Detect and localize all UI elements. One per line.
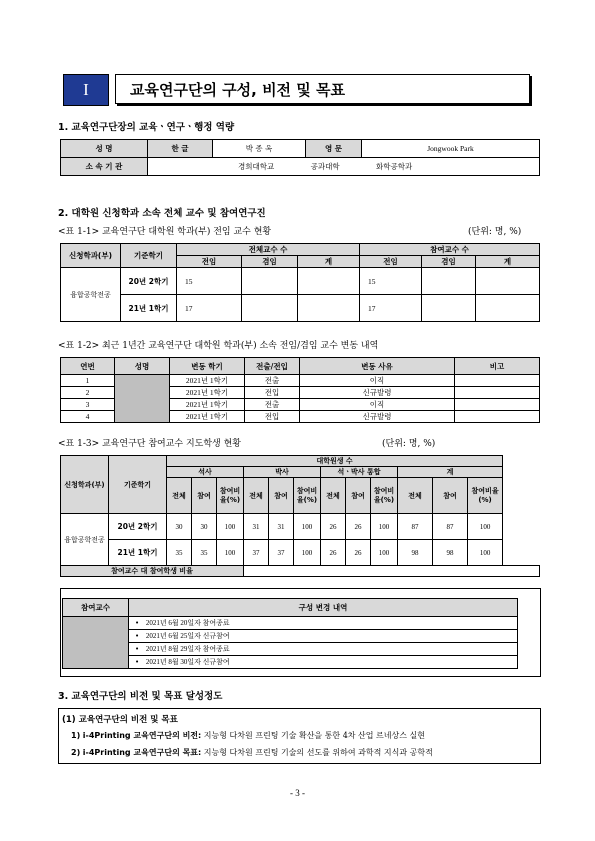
t3-val: 87 <box>398 514 433 540</box>
vision-no: 1) <box>71 731 81 740</box>
table3-students <box>60 455 540 577</box>
t3-blank <box>503 540 540 566</box>
page-number: - 3 - <box>290 788 305 798</box>
t4-change-item: • 2021년 6월 25일자 신규참여 <box>129 630 518 643</box>
t3-val: 100 <box>468 514 503 540</box>
t3-dept-header: 신청학과(부) <box>61 456 109 514</box>
t3-col-part: 참여 <box>433 478 468 514</box>
t1-cell <box>476 268 540 295</box>
t3-ms-header: 석사 <box>167 467 244 478</box>
list-item <box>63 643 518 656</box>
t1-col-adj: 겸임 <box>242 256 298 268</box>
t4-change-item: • 2021년 8월 29일자 참여종료 <box>129 643 518 656</box>
t2-header-note: 비고 <box>455 358 540 375</box>
t3-col-total: 전체 <box>244 478 269 514</box>
t1-cell <box>422 295 476 322</box>
t3-val: 87 <box>433 514 468 540</box>
t4-change-header: 구성 변경 내역 <box>129 599 518 617</box>
t3-footer-value <box>244 566 540 577</box>
t1-all-full: 15 <box>177 268 242 295</box>
t2-move: 전입 <box>245 411 300 423</box>
t3-val: 37 <box>269 540 294 566</box>
t1-part-prof-header: 참여교수 수 <box>360 244 540 256</box>
t1-cell <box>476 295 540 322</box>
t2-move: 전입 <box>245 387 300 399</box>
table2-changes <box>60 357 540 423</box>
t2-header-term: 변동 학기 <box>170 358 245 375</box>
t3-val: 26 <box>346 540 371 566</box>
t1-all-prof-header: 전체교수 수 <box>177 244 360 256</box>
t1-col-full: 전임 <box>177 256 242 268</box>
t3-val: 35 <box>167 540 192 566</box>
t3-val: 100 <box>468 540 503 566</box>
list-item <box>63 656 518 669</box>
t4-change-item: • 2021년 6월 20일자 참여종료 <box>129 617 518 630</box>
t1-col-sum: 계 <box>476 256 540 268</box>
t2-no: 4 <box>61 411 115 423</box>
t2-term: 2021년 1학기 <box>170 375 245 387</box>
aff-dept: 화학공학과 <box>376 162 413 171</box>
t3-blank <box>503 478 540 514</box>
section-header <box>63 74 532 106</box>
t1-col-sum: 계 <box>298 256 360 268</box>
t4-change-text: 2021년 8월 30일자 신규참여 <box>145 658 230 666</box>
list-item <box>63 617 518 630</box>
goal-no: 2) <box>71 748 81 757</box>
t1-cell <box>242 268 298 295</box>
t3-col-part: 참여 <box>346 478 371 514</box>
t3-col-ratio: 참여비율(%) <box>468 478 503 514</box>
t3-grad-header: 대학원생 수 <box>167 456 503 467</box>
t3-col-ratio: 참여비율(%) <box>294 478 321 514</box>
t2-no: 3 <box>61 399 115 411</box>
vision-box <box>58 708 541 764</box>
t4-prof-header: 참여교수 <box>63 599 129 617</box>
t2-header-reason: 변동 사유 <box>300 358 455 375</box>
t1-term-header: 기준학기 <box>121 244 177 268</box>
t1-dept-header: 신청학과(부) <box>61 244 121 268</box>
section3-heading: 3. 교육연구단의 비전 및 목표 달성정도 <box>58 691 223 702</box>
t2-no: 1 <box>61 375 115 387</box>
table2-caption: <표 1-2> 최근 1년간 교육연구단 대학원 학과(부) 소속 전임/겸임 교수 변동 내역 <box>58 341 379 351</box>
vision-subheading: (1) 교육연구단의 비전 및 목표 <box>62 715 178 725</box>
t1-cell <box>242 295 298 322</box>
t3-val: 37 <box>244 540 269 566</box>
t3-val: 98 <box>398 540 433 566</box>
t3-dept: 융합공학전공 <box>61 514 109 566</box>
t4-change-text: 2021년 6월 20일자 참여종료 <box>145 619 230 627</box>
leader-table <box>60 139 540 176</box>
t3-val: 31 <box>244 514 269 540</box>
t4-prof-redacted <box>63 617 129 669</box>
table4-composition <box>62 598 518 669</box>
section2-heading: 2. 대학원 신청학과 소속 전체 교수 및 참여연구진 <box>58 208 266 219</box>
roman-badge <box>63 74 109 106</box>
aff-univ: 경희대학교 <box>238 162 275 171</box>
t3-term: 20년 2학기 <box>109 514 167 540</box>
t3-val: 26 <box>321 514 346 540</box>
t2-move: 전출 <box>245 375 300 387</box>
t3-val: 100 <box>371 514 398 540</box>
t3-blank <box>503 456 540 467</box>
t3-val: 100 <box>217 514 244 540</box>
t1-cell <box>422 268 476 295</box>
t3-val: 100 <box>294 514 321 540</box>
t3-val: 26 <box>321 540 346 566</box>
t2-note <box>455 375 540 387</box>
table3-caption: <표 1-3> 교육연구단 참여교수 지도학생 현황 <box>58 439 241 449</box>
table-row <box>61 514 540 540</box>
t1-term: 21년 1학기 <box>121 295 177 322</box>
t3-val: 100 <box>294 540 321 566</box>
t3-val: 30 <box>192 514 217 540</box>
t3-term-header: 기준학기 <box>109 456 167 514</box>
table-row <box>61 375 540 387</box>
table-row <box>61 268 540 295</box>
t1-all-full: 17 <box>177 295 242 322</box>
t3-val: 100 <box>217 540 244 566</box>
t2-reason: 이직 <box>300 399 455 411</box>
page-title: 교육연구단의 구성, 비전 및 목표 <box>130 80 345 99</box>
t3-val: 100 <box>371 540 398 566</box>
table1-caption: <표 1-1> 교육연구단 대학원 학과(부) 전임 교수 현황 <box>58 227 272 237</box>
t1-part-full: 17 <box>360 295 422 322</box>
t2-name-redacted <box>115 375 170 423</box>
section1-heading: 1. 교육연구단장의 교육ㆍ연구ㆍ행정 역량 <box>58 122 235 133</box>
table1-unit: (단위: 명, %) <box>468 227 522 237</box>
t3-col-part: 참여 <box>192 478 217 514</box>
t1-part-full: 15 <box>360 268 422 295</box>
name-label: 성 명 <box>61 140 148 158</box>
t3-val: 98 <box>433 540 468 566</box>
t3-term: 21년 1학기 <box>109 540 167 566</box>
t2-note <box>455 399 540 411</box>
kor-name: 박 종 옥 <box>213 140 306 158</box>
affiliation-value <box>148 158 540 176</box>
table-row <box>61 540 540 566</box>
t2-term: 2021년 1학기 <box>170 387 245 399</box>
t1-cell <box>298 268 360 295</box>
t3-val: 35 <box>192 540 217 566</box>
t2-header-no: 연번 <box>61 358 115 375</box>
t2-header-name: 성명 <box>115 358 170 375</box>
aff-college: 공과대학 <box>310 162 340 171</box>
t3-col-total: 전체 <box>398 478 433 514</box>
t3-col-ratio: 참여비율(%) <box>217 478 244 514</box>
t2-reason: 이직 <box>300 375 455 387</box>
goal-label: i-4Printing 교육연구단의 목표: <box>82 748 202 757</box>
t3-col-total: 전체 <box>321 478 346 514</box>
roman-numeral: I <box>83 80 89 99</box>
t1-term: 20년 2학기 <box>121 268 177 295</box>
header-title-box <box>115 74 530 104</box>
affiliation-label: 소 속 기 관 <box>61 158 148 176</box>
t3-col-part: 참여 <box>269 478 294 514</box>
goal-text: 지능형 다차원 프린팅 기술의 선도를 위하여 과학적 지식과 공학적 <box>203 748 433 757</box>
t3-phd-header: 박사 <box>244 467 321 478</box>
t2-note <box>455 387 540 399</box>
t3-val: 30 <box>167 514 192 540</box>
list-item <box>63 630 518 643</box>
t3-val: 26 <box>346 514 371 540</box>
t1-col-full: 전임 <box>360 256 422 268</box>
goal-line <box>71 747 433 758</box>
t2-term: 2021년 1학기 <box>170 399 245 411</box>
t2-move: 전출 <box>245 399 300 411</box>
t4-change-text: 2021년 6월 25일자 신규참여 <box>145 632 230 640</box>
t2-term: 2021년 1학기 <box>170 411 245 423</box>
table-row <box>61 295 540 322</box>
eng-name: Jongwook Park <box>362 140 540 158</box>
t2-no: 2 <box>61 387 115 399</box>
kor-label: 한 글 <box>148 140 213 158</box>
table3-unit: (단위: 명, %) <box>382 439 436 449</box>
t1-col-adj: 겸임 <box>422 256 476 268</box>
vision-text: 지능형 다차원 프린팅 기술 확산을 통한 4차 산업 르네상스 실현 <box>203 731 425 740</box>
t3-blank <box>503 467 540 478</box>
eng-label: 영 문 <box>306 140 362 158</box>
t3-col-ratio: 참여비율(%) <box>371 478 398 514</box>
vision-line <box>71 730 425 741</box>
vision-label: i-4Printing 교육연구단의 비전: <box>82 731 202 740</box>
t1-dept: 융합공학전공 <box>61 268 121 322</box>
t3-blank <box>503 514 540 540</box>
t3-sum-header: 계 <box>398 467 503 478</box>
t3-col-total: 전체 <box>167 478 192 514</box>
t3-footer: 참여교수 대 참여학생 비율 <box>61 566 244 577</box>
t2-header-move: 전출/전입 <box>245 358 300 375</box>
table1-faculty <box>60 243 540 322</box>
t2-reason: 신규발령 <box>300 411 455 423</box>
t1-cell <box>298 295 360 322</box>
t2-note <box>455 411 540 423</box>
t2-reason: 신규발령 <box>300 387 455 399</box>
t4-change-item: • 2021년 8월 30일자 신규참여 <box>129 656 518 669</box>
t4-change-text: 2021년 8월 29일자 참여종료 <box>145 645 230 653</box>
t3-val: 31 <box>269 514 294 540</box>
t3-integ-header: 석ㆍ박사 통합 <box>321 467 398 478</box>
